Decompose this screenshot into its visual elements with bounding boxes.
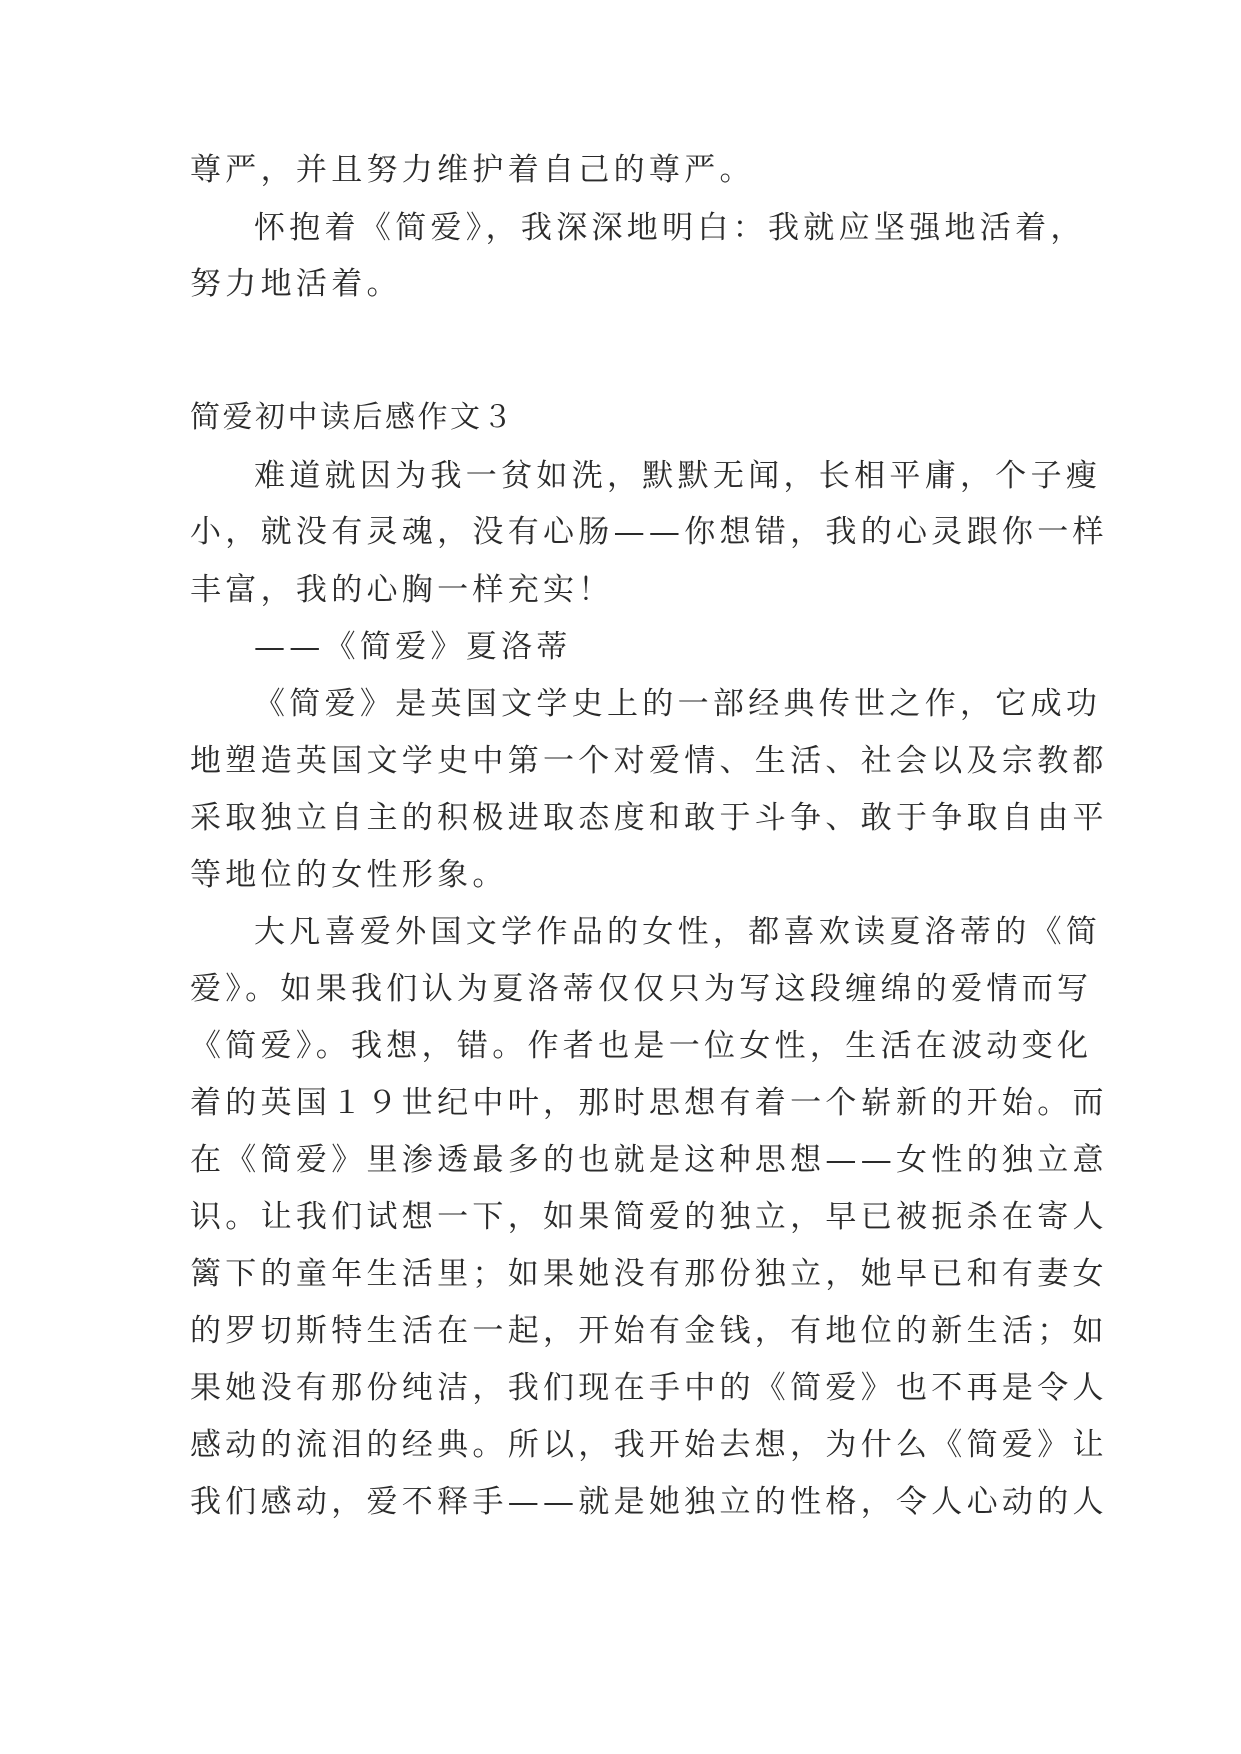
paragraph-line: 大凡喜爱外国文学作品的女性，都喜欢读夏洛蒂的《简 [254, 914, 1102, 950]
paragraph-line: 篱下的童年生活里；如果她没有那份独立，她早已和有妻女 [190, 1256, 1108, 1292]
paragraph-line: 小，就没有灵魂，没有心肠——你想错，我的心灵跟你一样 [190, 514, 1108, 550]
paragraph-line: 在《简爱》里渗透最多的也就是这种思想——女性的独立意 [190, 1142, 1108, 1178]
paragraph-line: 感动的流泪的经典。所以，我开始去想，为什么《简爱》让 [190, 1427, 1108, 1463]
paragraph-line: 《简爱》。我想，错。作者也是一位女性，生活在波动变化 [190, 1028, 1093, 1064]
paragraph-line: 爱》。如果我们认为夏洛蒂仅仅只为写这段缠绵的爱情而写 [190, 971, 1093, 1007]
paragraph-line: 识。让我们试想一下，如果简爱的独立，早已被扼杀在寄人 [190, 1199, 1108, 1235]
paragraph-line: 我们感动，爱不释手——就是她独立的性格，令人心动的人 [190, 1484, 1108, 1520]
paragraph-line: 努力地活着。 [190, 266, 402, 302]
paragraph-line: 的罗切斯特生活在一起，开始有金钱，有地位的新生活；如 [190, 1313, 1108, 1349]
paragraph-line: 难道就因为我一贫如洗，默默无闻，长相平庸，个子瘦 [254, 458, 1102, 494]
quote-attribution: ——《简爱》夏洛蒂 [254, 629, 572, 665]
paragraph-line: 地塑造英国文学史中第一个对爱情、生活、社会以及宗教都 [190, 743, 1108, 779]
section-heading: 简爱初中读后感作文３ [190, 400, 515, 435]
paragraph-line: 果她没有那份纯洁，我们现在手中的《简爱》也不再是令人 [190, 1370, 1108, 1406]
paragraph-line: 采取独立自主的积极进取态度和敢于斗争、敢于争取自由平 [190, 800, 1108, 836]
paragraph-line: 着的英国１９世纪中叶，那时思想有着一个崭新的开始。而 [190, 1085, 1108, 1121]
paragraph-line: 尊严，并且努力维护着自己的尊严。 [190, 152, 755, 188]
paragraph-line: 丰富，我的心胸一样充实！ [190, 572, 614, 608]
paragraph-line: 等地位的女性形象。 [190, 857, 508, 893]
paragraph-line: 《简爱》是英国文学史上的一部经典传世之作，它成功 [254, 686, 1102, 722]
paragraph-line: 怀抱着《简爱》，我深深地明白：我就应坚强地活着， [254, 210, 1086, 246]
